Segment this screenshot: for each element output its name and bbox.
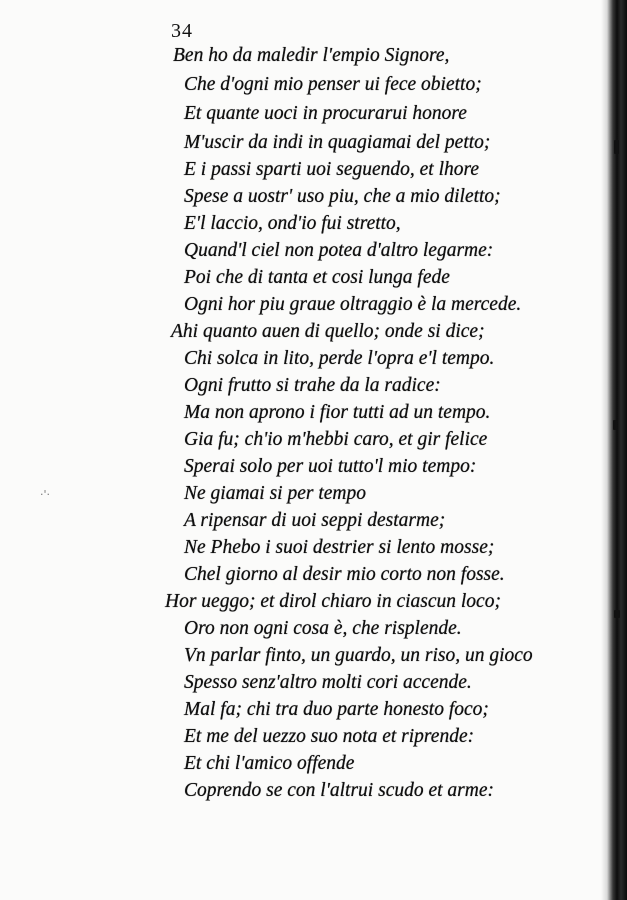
verse-line: Coprendo se con l'altrui scudo et arme: [184, 780, 494, 801]
binding-shadow [601, 0, 627, 900]
verse-line: Quand'l ciel non potea d'altro legarme: [184, 240, 494, 261]
verse-line: Et me del uezzo suo nota et riprende: [184, 726, 475, 747]
verse-line: Vn parlar finto, un guardo, un riso, un gioco [184, 645, 533, 666]
stray-ink-mark: ·'· [40, 488, 51, 501]
binding-speck [614, 140, 619, 154]
verse-line: M'uscir da indi in quagiamai del petto; [184, 132, 491, 153]
verse-line: Ahi quanto auen di quello; onde si dice; [171, 321, 485, 342]
verse-line: Ne giamai si per tempo [184, 483, 366, 504]
verse-line: Che d'ogni mio penser ui fece obietto; [184, 74, 482, 95]
verse-line: E i passi sparti uoi seguendo, et lhore [184, 159, 480, 180]
verse-line: Ne Phebo i suoi destrier si lento mosse; [184, 537, 495, 558]
verse-line: E'l laccio, ond'io fui stretto, [184, 213, 401, 234]
verse-line: Oro non ogni cosa è, che risplende. [184, 618, 462, 639]
verse-line: Hor ueggo; et dirol chiaro in ciascun loco; [165, 591, 501, 612]
verse-line: Chi solca in lito, perde l'opra e'l tempo. [184, 348, 495, 369]
verse-line: Ogni frutto si trahe da la radice: [184, 375, 441, 396]
verse-line: Et quante uoci in procurarui honore [184, 103, 467, 124]
verse-line: Poi che di tanta et cosi lunga fede [184, 267, 450, 288]
verse-line: Spesso senz'altro molti cori accende. [184, 672, 472, 693]
verse-line: Ma non aprono i fior tutti ad un tempo. [184, 402, 491, 423]
verse-line: Gia fu; ch'io m'hebbi caro, et gir felice [184, 429, 488, 450]
verse-line: Ogni hor piu graue oltraggio è la mercede. [184, 294, 522, 315]
verse-line: Sperai solo per uoi tutto'l mio tempo: [184, 456, 477, 477]
verse-line: Mal fa; chi tra duo parte honesto foco; [184, 699, 489, 720]
verse-line: Ben ho da maledir l'empio Signore, [173, 45, 450, 66]
verse-line: Spese a uostr' uso piu, che a mio diletto; [184, 186, 501, 207]
binding-speck [614, 610, 620, 618]
page-number: 34 [171, 20, 193, 42]
verse-line: Et chi l'amico offende [184, 753, 355, 774]
binding-speck [613, 420, 617, 430]
verse-line: Chel giorno al desir mio corto non fosse. [184, 564, 505, 585]
verse-line: A ripensar di uoi seppi destarme; [184, 510, 446, 531]
